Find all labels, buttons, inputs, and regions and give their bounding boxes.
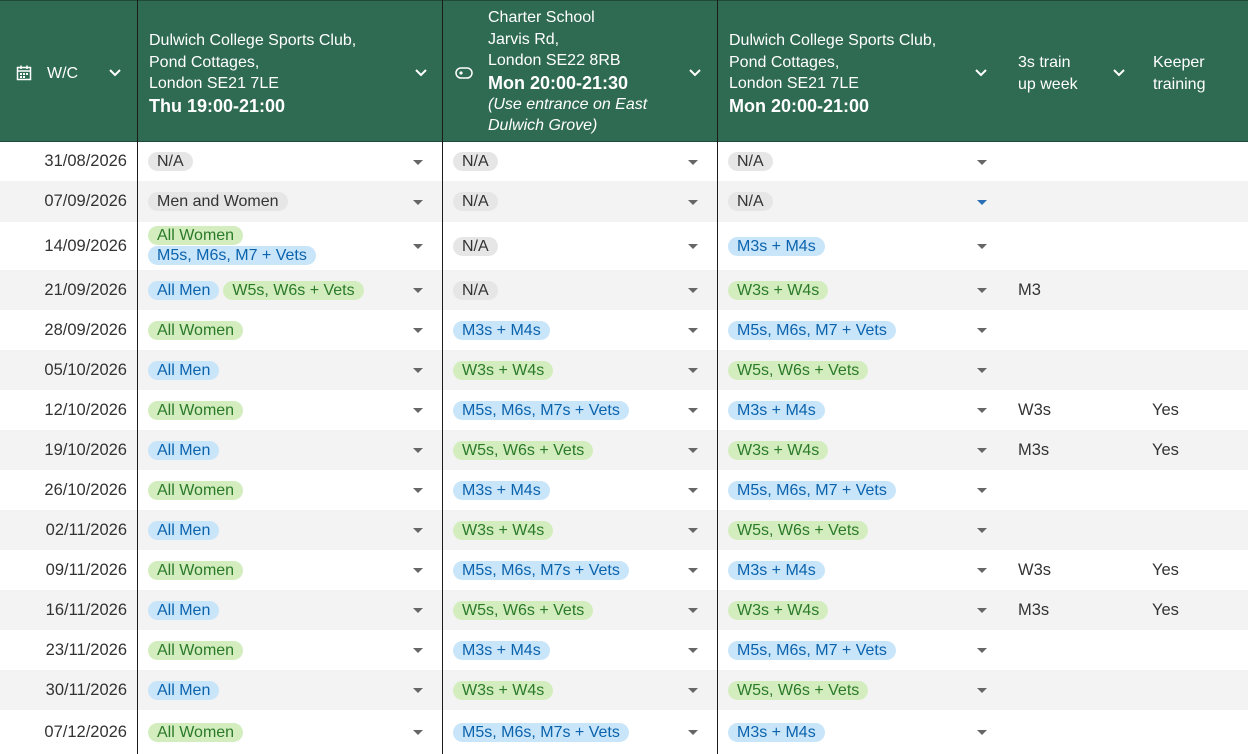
dropdown-arrow-icon[interactable] [413, 368, 423, 373]
session-time: Thu 19:00-21:00 [149, 95, 286, 116]
dropdown-arrow-icon[interactable] [413, 408, 423, 413]
dropdown-arrow-icon[interactable] [977, 648, 987, 653]
dropdown-cell[interactable] [453, 641, 554, 660]
chip: N/A [148, 152, 193, 171]
venue-line: Pond Cottages, [149, 53, 260, 71]
dropdown-cell[interactable] [148, 521, 223, 540]
dropdown-arrow-icon[interactable] [413, 568, 423, 573]
venue-line: London SE21 7LE [729, 75, 859, 92]
table-row [0, 510, 1248, 550]
dropdown-cell[interactable] [148, 723, 247, 742]
dropdown-cell[interactable] [728, 281, 832, 300]
table-row [0, 222, 1248, 270]
entrance-note: (Use entrance on East [488, 95, 648, 113]
chip: N/A [453, 237, 498, 256]
dropdown-arrow-icon[interactable] [977, 730, 987, 735]
dropdown-cell[interactable] [453, 281, 502, 300]
chip: All Women [148, 561, 243, 580]
chip: All Men [148, 601, 219, 620]
chip: M5s, M6s, M7 + Vets [728, 641, 896, 660]
entrance-note: Dulwich Grove) [488, 117, 598, 134]
dropdown-arrow-icon[interactable] [688, 608, 698, 613]
dropdown-cell[interactable] [728, 723, 829, 742]
chip: All Men [148, 441, 219, 460]
dropdown-arrow-icon[interactable] [688, 160, 698, 165]
dropdown-arrow-icon[interactable] [688, 488, 698, 493]
dropdown-cell[interactable] [728, 601, 832, 620]
dropdown-cell[interactable] [148, 681, 223, 700]
dropdown-cell[interactable] [728, 681, 872, 700]
chip: W5s, W6s + Vets [453, 601, 593, 620]
chip: M3s + M4s [728, 237, 825, 256]
chip: N/A [728, 152, 773, 171]
venue-line: Jarvis Rd, [488, 30, 560, 48]
dropdown-cell[interactable] [728, 401, 829, 420]
train-up-value[interactable]: M3s [1018, 440, 1050, 459]
chip: All Women [148, 641, 243, 660]
date-cell[interactable]: 02/11/2026 [45, 520, 127, 539]
keeper-training-value[interactable]: Yes [1152, 400, 1179, 419]
dropdown-cell[interactable] [728, 361, 872, 380]
chip: N/A [453, 281, 498, 300]
chip: M5s, M6s, M7 + Vets [148, 246, 316, 265]
dropdown-arrow-icon[interactable] [977, 608, 987, 613]
header-train-up-week[interactable] [1005, 1, 1140, 143]
table-row [0, 390, 1248, 430]
chip: W5s, W6s + Vets [223, 281, 363, 300]
dropdown-cell[interactable] [453, 723, 633, 742]
table-row [0, 470, 1248, 510]
chip: M5s, M6s, M7s + Vets [453, 723, 629, 742]
date-cell[interactable]: 31/08/2026 [44, 152, 127, 170]
dropdown-cell[interactable] [148, 192, 292, 211]
dropdown-cell[interactable] [728, 192, 777, 211]
keeper-header-line: Keeper [1153, 54, 1205, 71]
venue-line: Dulwich College Sports Club, [149, 32, 357, 49]
dropdown-arrow-icon[interactable] [688, 448, 698, 453]
chip: All Women [148, 481, 243, 500]
date-cell[interactable]: 30/11/2026 [45, 680, 127, 699]
dropdown-cell[interactable] [148, 226, 320, 265]
column-divider [717, 0, 718, 754]
dropdown-arrow-icon[interactable] [413, 608, 423, 613]
dropdown-arrow-icon[interactable] [977, 688, 987, 693]
dropdown-arrow-icon[interactable] [688, 408, 698, 413]
dropdown-arrow-icon[interactable] [688, 328, 698, 333]
dropdown-cell[interactable] [148, 281, 368, 300]
dropdown-cell[interactable] [728, 321, 900, 340]
chip: W3s + W4s [453, 681, 553, 700]
dropdown-arrow-icon[interactable] [413, 730, 423, 735]
date-cell[interactable]: 16/11/2026 [45, 600, 127, 619]
date-cell[interactable]: 23/11/2026 [45, 640, 127, 659]
dropdown-cell[interactable] [148, 601, 223, 620]
dropdown-arrow-icon[interactable] [688, 244, 698, 249]
dropdown-arrow-icon[interactable] [688, 648, 698, 653]
chip: W5s, W6s + Vets [728, 521, 868, 540]
chip: All Women [148, 321, 243, 340]
dropdown-cell[interactable] [148, 152, 197, 171]
chip: All Women [148, 401, 243, 420]
chip: M3s + M4s [728, 401, 825, 420]
dropdown-cell[interactable] [728, 441, 832, 460]
dropdown-cell[interactable] [148, 361, 223, 380]
date-cell[interactable]: 14/09/2026 [44, 236, 127, 255]
dropdown-cell[interactable] [453, 521, 557, 540]
dropdown-arrow-icon[interactable] [688, 568, 698, 573]
keeper-training-value[interactable]: Yes [1152, 560, 1179, 579]
chevron-down-icon[interactable] [974, 68, 988, 78]
dropdown-arrow-icon[interactable] [977, 568, 987, 573]
train-header-line: 3s train [1018, 54, 1071, 71]
date-cell[interactable]: 05/10/2026 [44, 360, 127, 379]
chip: W3s + W4s [728, 601, 828, 620]
date-cell[interactable]: 21/09/2026 [44, 280, 127, 299]
chevron-down-icon[interactable] [1112, 68, 1126, 78]
dropdown-arrow-icon[interactable] [688, 688, 698, 693]
venue-line: Pond Cottages, [729, 53, 840, 71]
venue-line: Charter School [488, 9, 595, 26]
dropdown-arrow-icon[interactable] [413, 244, 423, 249]
dropdown-arrow-icon[interactable] [688, 368, 698, 373]
dropdown-cell[interactable] [728, 481, 900, 500]
venue-line: London SE21 7LE [149, 75, 279, 92]
keeper-header-line: training [1153, 75, 1206, 93]
date-cell[interactable]: 07/09/2026 [44, 192, 127, 210]
chip: W3s + W4s [453, 521, 553, 540]
table-row [0, 550, 1248, 590]
chip: M5s, M6s, M7 + Vets [728, 481, 896, 500]
chip: All Men [148, 281, 219, 300]
dropdown-arrow-icon[interactable] [977, 244, 987, 249]
chip: All Men [148, 521, 219, 540]
header-wc[interactable] [0, 1, 137, 143]
date-cell[interactable]: 09/11/2026 [45, 560, 127, 579]
date-cell[interactable]: 19/10/2026 [44, 440, 127, 459]
table-row [0, 710, 1248, 754]
chip: W3s + W4s [453, 361, 553, 380]
session-time: Mon 20:00-21:30 [488, 72, 629, 93]
dropdown-arrow-icon[interactable] [977, 368, 987, 373]
session-time: Mon 20:00-21:00 [729, 95, 870, 116]
chip: W5s, W6s + Vets [728, 361, 868, 380]
chip: N/A [453, 192, 498, 211]
dropdown-cell[interactable] [728, 521, 872, 540]
table-row [0, 350, 1248, 390]
train-header-line: up week [1018, 75, 1078, 93]
table-row [0, 590, 1248, 630]
dropdown-arrow-icon[interactable] [977, 200, 987, 205]
dropdown-cell[interactable] [453, 361, 557, 380]
chevron-down-icon[interactable] [414, 68, 428, 78]
chip: W3s + W4s [728, 441, 828, 460]
dropdown-arrow-icon[interactable] [413, 688, 423, 693]
dropdown-cell[interactable] [453, 681, 557, 700]
venue-line: Dulwich College Sports Club, [729, 32, 937, 49]
table-row [0, 142, 1248, 181]
dropdown-cell[interactable] [148, 441, 223, 460]
header-keeper-training[interactable] [1141, 1, 1248, 143]
dropdown-arrow-icon[interactable] [413, 288, 423, 293]
dropdown-cell[interactable] [728, 152, 777, 171]
dropdown-arrow-icon[interactable] [413, 200, 423, 205]
table-row [0, 270, 1248, 310]
dropdown-arrow-icon[interactable] [977, 408, 987, 413]
chip: M3s + M4s [453, 321, 550, 340]
dropdown-cell[interactable] [728, 237, 829, 256]
dropdown-cell[interactable] [453, 601, 597, 620]
chip: W5s, W6s + Vets [453, 441, 593, 460]
dropdown-arrow-icon[interactable] [413, 648, 423, 653]
dropdown-arrow-icon[interactable] [977, 328, 987, 333]
venue-line: London SE22 8RB [488, 52, 621, 69]
column-divider [442, 0, 443, 754]
dropdown-cell[interactable] [148, 401, 247, 420]
chip: All Women [148, 723, 243, 742]
date-cell[interactable]: 26/10/2026 [44, 480, 127, 499]
dropdown-arrow-icon[interactable] [977, 528, 987, 533]
chip: N/A [728, 192, 773, 211]
chevron-down-icon[interactable] [108, 68, 122, 78]
chip: M3s + M4s [453, 641, 550, 660]
train-up-value[interactable]: W3s [1018, 560, 1051, 579]
table-row [0, 181, 1248, 222]
dropdown-cell[interactable] [148, 481, 247, 500]
keeper-training-value[interactable]: Yes [1152, 440, 1179, 459]
chip: M5s, M6s, M7 + Vets [728, 321, 896, 340]
chip: Men and Women [148, 192, 288, 211]
header-venue-dulwich-mon[interactable] [718, 1, 1004, 143]
dropdown-cell[interactable] [453, 441, 597, 460]
date-cell[interactable]: 12/10/2026 [44, 400, 127, 419]
keeper-training-value[interactable]: Yes [1152, 600, 1179, 619]
table-row [0, 430, 1248, 470]
dropdown-arrow-icon[interactable] [977, 448, 987, 453]
chevron-down-icon[interactable] [688, 68, 702, 78]
calendar-icon [16, 65, 32, 86]
dropdown-cell[interactable] [148, 321, 247, 340]
table-row [0, 310, 1248, 350]
dropdown-cell[interactable] [453, 401, 633, 420]
dropdown-cell[interactable] [453, 321, 554, 340]
dropdown-arrow-icon[interactable] [977, 488, 987, 493]
chip: N/A [453, 152, 498, 171]
header-row [0, 0, 1248, 142]
train-up-value[interactable]: M3 [1018, 280, 1041, 299]
header-venue-dulwich-thu[interactable] [138, 1, 442, 143]
header-wc-label: W/C [47, 65, 79, 82]
dropdown-cell[interactable] [148, 641, 247, 660]
dropdown-cell[interactable] [728, 561, 829, 580]
dropdown-arrow-icon[interactable] [413, 528, 423, 533]
dropdown-arrow-icon[interactable] [413, 160, 423, 165]
header-venue-charter-mon[interactable] [443, 1, 717, 143]
chip: W3s + W4s [728, 281, 828, 300]
dropdown-arrow-icon[interactable] [977, 160, 987, 165]
dropdown-arrow-icon[interactable] [977, 288, 987, 293]
table-row [0, 670, 1248, 710]
tag-icon [455, 66, 473, 85]
train-up-value[interactable]: W3s [1018, 400, 1051, 419]
dropdown-cell[interactable] [148, 561, 247, 580]
date-cell[interactable]: 07/12/2026 [44, 722, 127, 741]
chip: All Women [148, 226, 243, 245]
chip: All Men [148, 681, 219, 700]
dropdown-cell[interactable] [453, 561, 633, 580]
dropdown-cell[interactable] [453, 192, 502, 211]
dropdown-arrow-icon[interactable] [413, 448, 423, 453]
date-cell[interactable]: 28/09/2026 [44, 320, 127, 339]
column-divider [137, 0, 138, 754]
chip: M3s + M4s [453, 481, 550, 500]
dropdown-arrow-icon[interactable] [413, 488, 423, 493]
chip: All Men [148, 361, 219, 380]
dropdown-cell[interactable] [728, 641, 900, 660]
dropdown-cell[interactable] [453, 481, 554, 500]
dropdown-arrow-icon[interactable] [688, 200, 698, 205]
dropdown-cell[interactable] [453, 152, 502, 171]
train-up-value[interactable]: M3s [1018, 600, 1050, 619]
chip: M3s + M4s [728, 561, 825, 580]
dropdown-arrow-icon[interactable] [688, 288, 698, 293]
chip: M3s + M4s [728, 723, 825, 742]
dropdown-arrow-icon[interactable] [688, 528, 698, 533]
dropdown-arrow-icon[interactable] [688, 730, 698, 735]
chip: M5s, M6s, M7s + Vets [453, 561, 629, 580]
chip: M5s, M6s, M7s + Vets [453, 401, 629, 420]
chip: W5s, W6s + Vets [728, 681, 868, 700]
dropdown-arrow-icon[interactable] [413, 328, 423, 333]
table-row [0, 630, 1248, 670]
dropdown-cell[interactable] [453, 237, 502, 256]
